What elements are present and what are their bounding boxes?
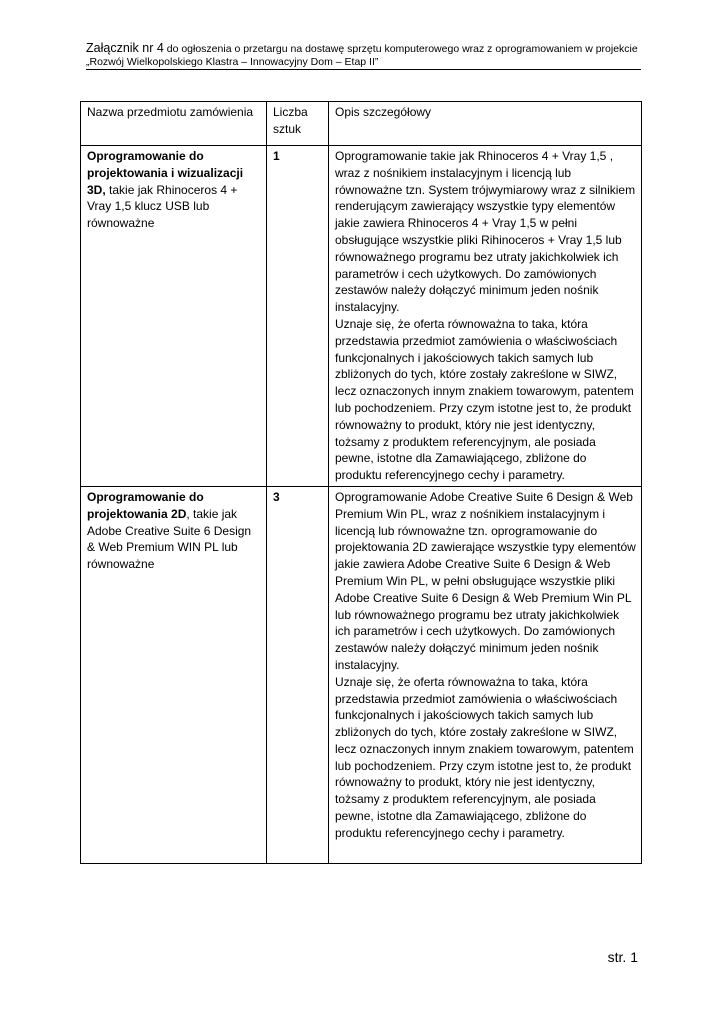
table-row [81, 486, 642, 863]
description-paragraph: Oprogramowanie takie jak Rhinoceros 4 + Vray 1,5 , wraz z nośnikiem instalacyjnym i licencją lub równoważne tzn. System trójwymiarowy wraz z silnikiem renderującym zawierający wszystkie typy elementów jakie zawiera Rhinoceros 4 + Vray 1,5 w pełni obsługujące wszystkie pliki Rihinoceros + Vray 1,5 lub równoważnego programu bez utraty jakichkolwiek ich parametrów i cech użytkowych. Do zamówionych zestawów należy dołączyć minimum jeden nośnik instalacyjny. [335, 149, 636, 315]
table-row [81, 146, 642, 487]
description-paragraph: Uznaje się, że oferta równoważna to taka, która przedstawia przedmiot zamówienia o właściwościach funkcjonalnych i jakościowych takich samych lub zbliżonych do tych, które zostały zakreślone w SIWZ, lecz oznaczonych innym znakiem towarowym, patentem lub pochodzeniem. Przy czym istotne jest to, że produkt równoważny to produkt, który nie jest identyczny, tożsamy z produktem referencyjnym, ale posiada pewne, istotne dla Zamawiającego, zbliżone do produktu referencyjnego cechy i parametry. [335, 316, 634, 483]
page-number: str. 1 [607, 949, 638, 965]
item-quantity: 1 [267, 146, 329, 487]
item-name-cell [81, 486, 267, 863]
item-name-rest: takie jak Rhinoceros 4 + Vray 1,5 klucz USB lub równoważne [87, 182, 238, 231]
item-name-cell [81, 146, 267, 487]
attachment-subtitle: do ogłoszenia o przetargu na dostawę sprzętu komputerowego wraz z oprogramowaniem w projekcie [163, 43, 638, 55]
description-paragraph: Oprogramowanie Adobe Creative Suite 6 Design & Web Premium Win PL, wraz z nośnikiem instalacyjnym i licencją lub równoważne tzn. oprogramowanie do projektowania 2D zawierające wszystkie typy elementów jakie zawiera Adobe Creative Suite 6 Design & Web Premium Win PL, w pełni obsługujące wszystkie pliki Adobe Creative Suite 6 Design & Web Premium Win PL lub równoważnego programu bez utraty jakichkolwiek ich parametrów i cech użytkowych. Do zamówionych zestawów należy dołączyć minimum jeden nośnik instalacyjny. [335, 489, 636, 672]
column-header-quantity: Liczba sztuk [267, 102, 329, 146]
attachment-title: Załącznik nr 4 [86, 41, 164, 55]
item-name-rest: , takie jak Adobe Creative Suite 6 Design & Web Premium WIN PL lub równoważne [87, 506, 252, 572]
item-description [329, 486, 642, 863]
item-name-bold: Oprogramowanie do projektowania 2D [87, 489, 204, 521]
project-name: „Rozwój Wielkopolskiego Klastra – Innowacyjny Dom – Etap II” [86, 56, 379, 68]
column-header-description: Opis szczegółowy [329, 102, 642, 146]
item-quantity: 3 [267, 486, 329, 863]
column-header-name: Nazwa przedmiotu zamówienia [81, 102, 267, 146]
description-paragraph: Uznaje się, że oferta równoważna to taka, która przedstawia przedmiot zamówienia o właściwościach funkcjonalnych i jakościowych takich samych lub zbliżonych do tych, które zostały zakreślone w SIWZ, lecz oznaczonych innym znakiem towarowym, patentem lub pochodzeniem. Przy czym istotne jest to, że produkt równoważny to produkt, który nie jest identyczny, tożsamy z produktem referencyjnym, ale posiada pewne, istotne dla Zamawiającego, zbliżone do produktu referencyjnego cechy i parametry. [335, 674, 634, 840]
table-header-row [81, 102, 642, 146]
document-header [86, 42, 641, 69]
item-description [329, 146, 642, 487]
item-name-bold: Oprogramowanie do projektowania i wizualizacji 3D, [87, 149, 244, 197]
specification-table [80, 101, 642, 864]
header-divider [86, 69, 641, 70]
